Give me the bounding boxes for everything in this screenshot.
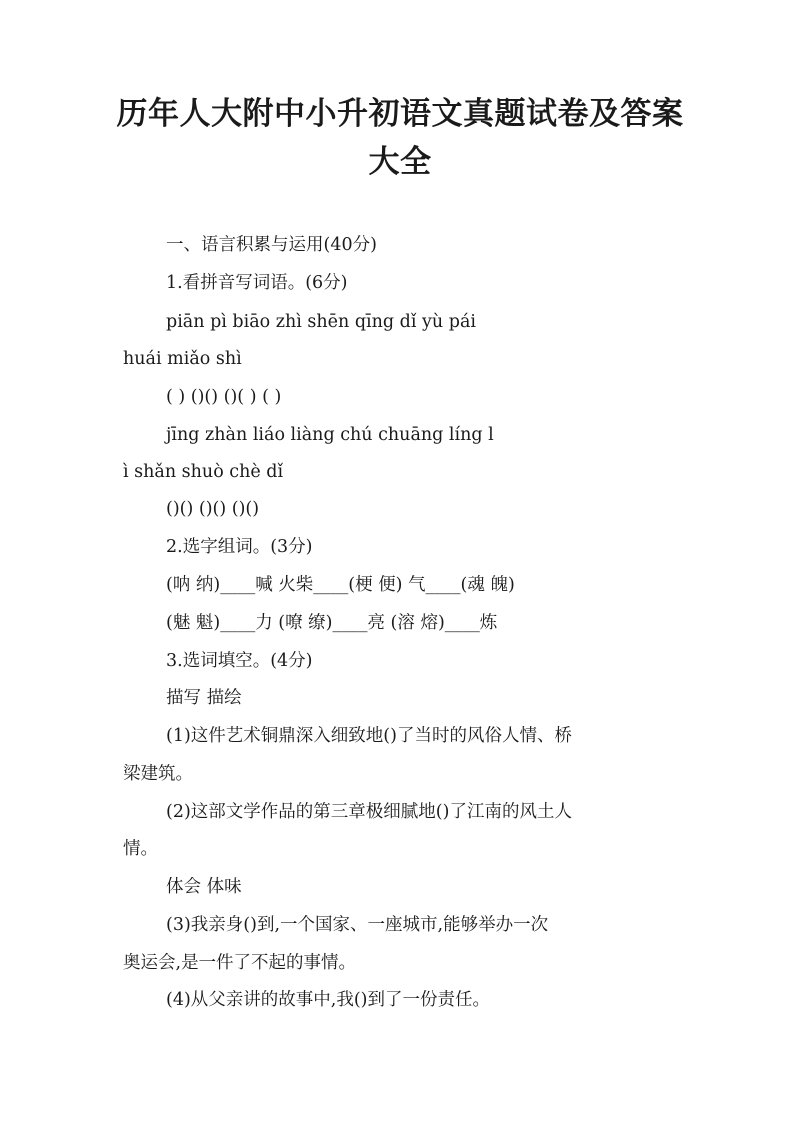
sentence-line: (2)这部文学作品的第三章极细腻地()了江南的风土人 <box>166 802 572 822</box>
answer-blanks: ( ) ()() ()( ) ( ) <box>166 387 282 407</box>
sentence-line: 梁建筑。 <box>123 764 193 784</box>
section-heading: 一、语言积累与运用(40分) <box>166 235 377 255</box>
pinyin-line: huái miǎo shì <box>123 349 242 369</box>
title-line-2: 大全 <box>368 144 432 180</box>
sentence-line: (4)从父亲讲的故事中,我()到了一份责任。 <box>166 990 491 1010</box>
pinyin-line: jīng zhàn liáo liàng chú chuāng líng l <box>166 425 494 445</box>
sentence-line: 奥运会,是一件了不起的事情。 <box>123 953 357 973</box>
word-options: 描写 描绘 <box>166 688 242 708</box>
question-2-heading: 2.选字组词。(3分) <box>166 537 313 557</box>
question-1-heading: 1.看拼音写词语。(6分) <box>166 273 348 293</box>
sentence-line: (1)这件艺术铜鼎深入细致地()了当时的风俗人情、桥 <box>166 726 572 746</box>
sentence-line: (3)我亲身()到,一个国家、一座城市,能够举办一次 <box>166 915 549 935</box>
answer-blanks: ()() ()() ()() <box>166 499 260 519</box>
pinyin-line: ì shǎn shuò chè dǐ <box>123 462 284 482</box>
word-choice-line: (呐 纳)____喊 火柴____(梗 便) 气____(魂 魄) <box>166 575 515 595</box>
word-options: 体会 体味 <box>166 877 242 897</box>
sentence-line: 情。 <box>123 839 158 859</box>
title-line-1: 历年人大附中小升初语文真题试卷及答案 <box>116 96 684 132</box>
question-3-heading: 3.选词填空。(4分) <box>166 651 313 671</box>
pinyin-line: piān pì biāo zhì shēn qīng dǐ yù pái <box>166 312 477 332</box>
word-choice-line: (魅 魁)____力 (嘹 缭)____亮 (溶 熔)____炼 <box>166 613 498 633</box>
